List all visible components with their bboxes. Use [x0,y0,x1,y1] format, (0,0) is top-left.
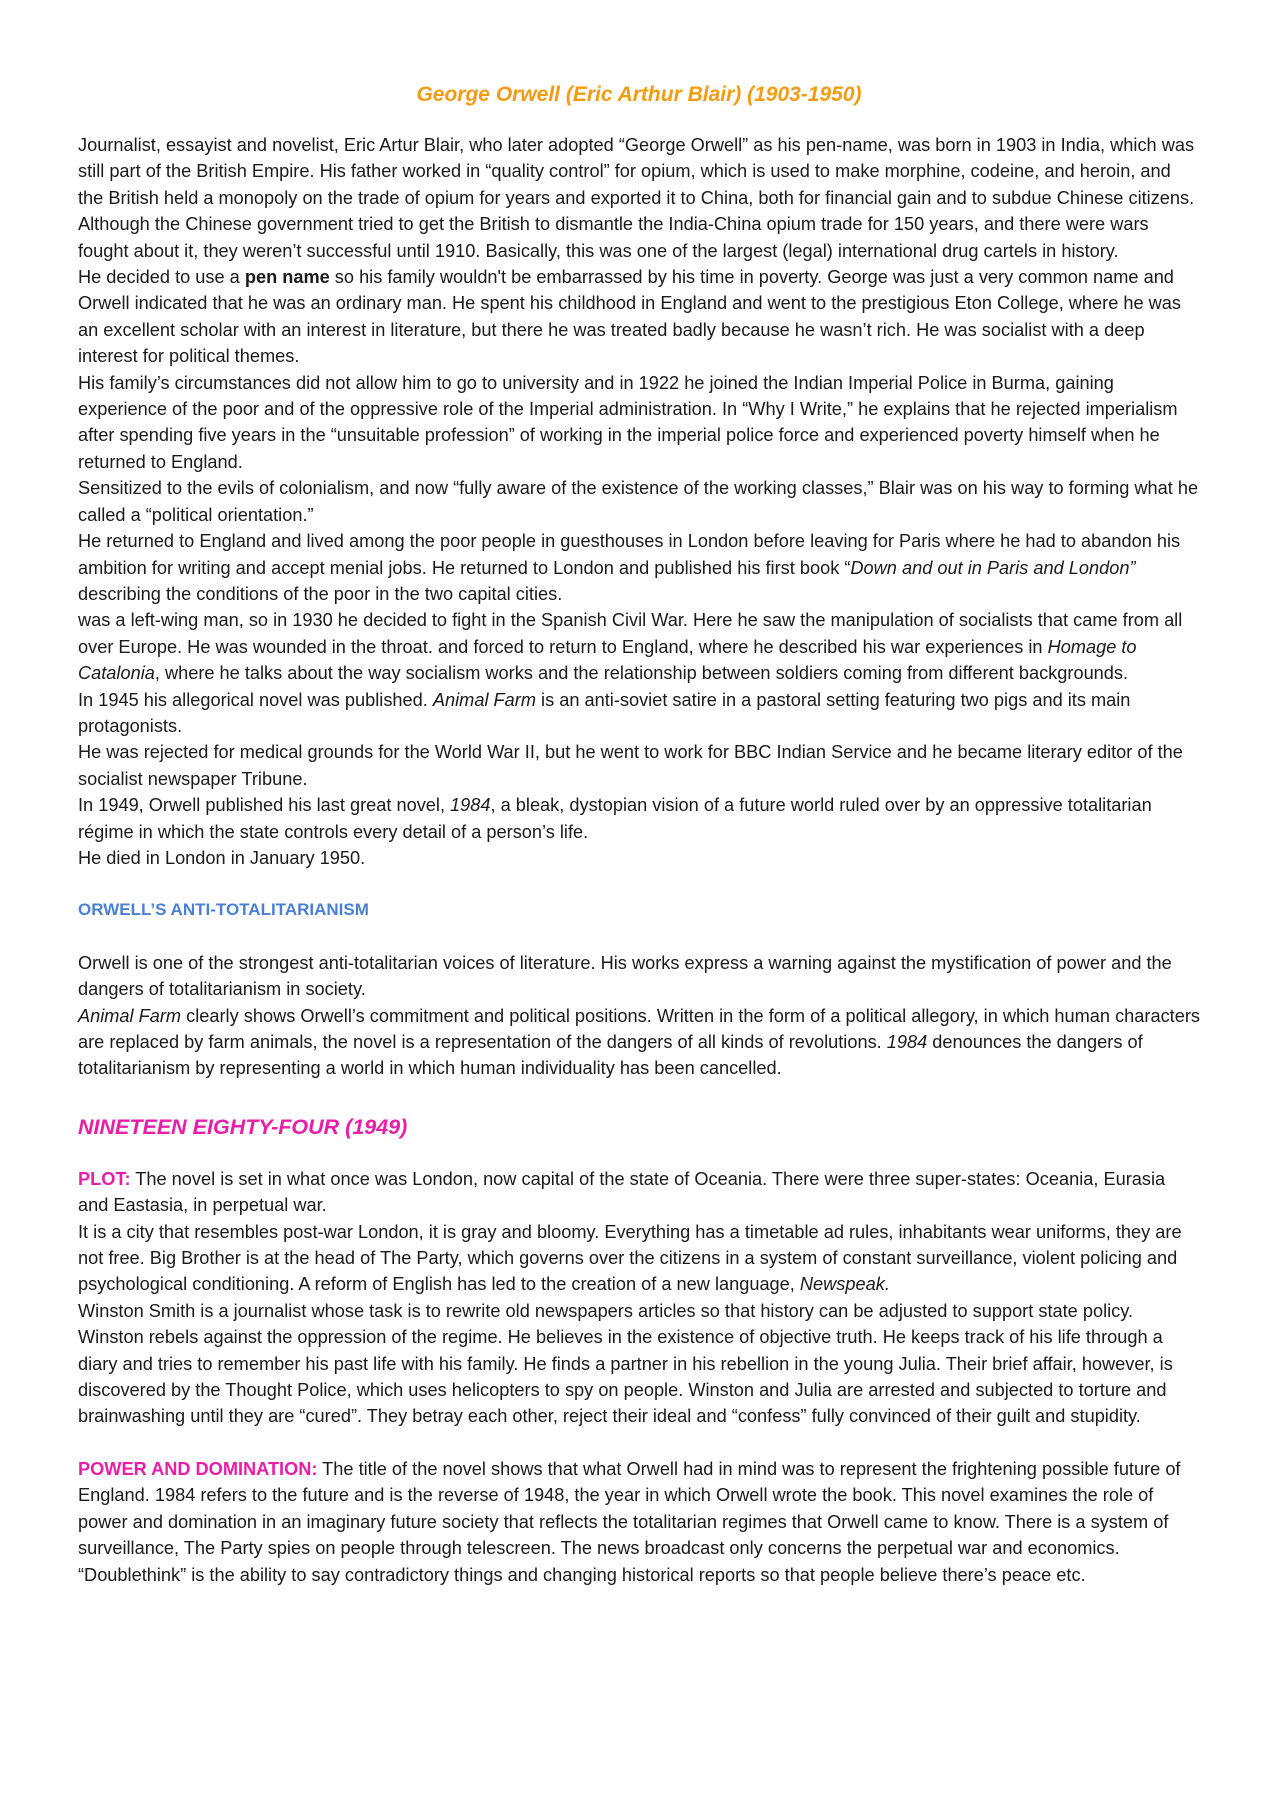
book-title: 1984 [886,1032,928,1052]
novel-section [78,1112,1200,1588]
biography-section [78,132,1200,871]
newspeak-term: Newspeak. [799,1274,890,1295]
plot-paragraph: Winston Smith is a journalist whose task is to rewrite old newspapers articles so that history can be adjusted to support state policy. Winston rebels against the oppression of the regime. He believes in the existence of objective truth. He keeps track of his life through a diary and tries to remember his past life with his family. He finds a partner in his rebellion in the young Julia. Their brief affair, however, is discovered by the Thought Police, which uses helicopters to spy on people. Winston and Julia are arrested and subjected to torture and brainwashing until they are “cured”. They betray each other, reject their ideal and “confess” fully convinced of their guilt and stupidity. [78,1300,1173,1427]
book-title: Down and out in Paris and London” [850,557,1136,578]
power-paragraph: POWER AND DOMINATION: The title of the novel shows that what Orwell had in mind was to represent the frightening possible future of England. 1984 refers to the future and is the reverse of 1948, the year in which Orwell wrote the book. This novel examines the role of power and domination in an imaginary future society that reflects the totalitarian regimes that Orwell came to know. There is a system of surveillance, The Party spies on people through telescreen. The news broadcast only concerns the perpetual war and economics. “Doublethink” is the ability to say contradictory things and changing historical reports so that people believe there’s peace etc. [78,1458,1181,1585]
book-title: Animal Farm [432,689,536,710]
bio-paragraph: He decided to use a pen name so his family wouldn't be embarrassed by his time in poverty. George was just a very common name and Orwell indicated that he was an ordinary man. He spent his childhood in England and went to the prestigious Eton College, where he was an excellent scholar with an interest in literature, but there he was treated badly because he wasn’t rich. He was socialist with a deep interest for political themes. [78,267,1182,367]
bio-paragraph: Journalist, essayist and novelist, Eric Artur Blair, who later adopted “George Orwell” as his pen-name, was born in 1903 in India, which was still part of the British Empire. His father worked in “quality control” for opium, which is used to make morphine, codeine, and heroin, and the British held a monopoly on the trade of opium for years and exported it to China, both for financial gain and to subdue Chinese citizens. [78,135,1195,208]
novel-heading: NINETEEN EIGHTY-FOUR (1949) [78,1114,408,1139]
section-heading: ORWELL’S ANTI-TOTALITARIANISM [78,900,369,920]
power-label: POWER AND DOMINATION: [78,1458,318,1479]
bio-paragraph: He died in London in January 1950. [78,847,366,868]
plot-label: PLOT: [78,1168,131,1189]
book-title: Homage to Catalonia [78,636,1137,684]
bio-paragraph: In 1949, Orwell published his last great novel, 1984, a bleak, dystopian vision of a future world ruled over by an oppressive totalitarian régime in which the state controls every detail of a person’s life. [78,795,1152,842]
bio-paragraph: In 1945 his allegorical novel was published. Animal Farm is an anti-soviet satire in a pastoral setting featuring two pigs and its main protagonists. [78,689,1131,736]
bio-paragraph: was a left-wing man, so in 1930 he decided to fight in the Spanish Civil War. Here he saw the manipulation of socialists that came from all over Europe. He was wounded in the throat. and forced to return to England, where he described his war experiences in Homage to Catalonia, where he talks about the way socialism works and the relationship between soldiers coming from different backgrounds. [78,610,1183,684]
page-title: George Orwell (Eric Arthur Blair) (1903-1950) [416,83,862,106]
anti-totalitarianism-section [78,897,1200,1081]
book-title: Animal Farm [78,1005,182,1026]
book-title: 1984 [450,795,491,816]
plot-paragraph: PLOT: The novel is set in what once was London, now capital of the state of Oceania. There were three super-states: Oceania, Eurasia and Eastasia, in perpetual war. [78,1168,1166,1216]
anti-paragraph: Animal Farm clearly shows Orwell’s commitment and political positions. Written in the form of a political allegory, in which human characters are replaced by farm animals, the novel is a representation of the dangers of all kinds of revolutions. 1984 denounces the dangers of totalitarianism by representing a world in which human individuality has been cancelled. [78,1005,1200,1079]
bio-paragraph: He returned to England and lived among the poor people in guesthouses in London before leaving for Paris where he had to abandon his ambition for writing and accept menial jobs. He returned to London and published his first book “Down and out in Paris and London” describing the conditions of the poor in the two capital cities. [78,531,1181,604]
bio-paragraph: He was rejected for medical grounds for the World War II, but he went to work for BBC Indian Service and he became literary editor of the socialist newspaper Tribune. [78,742,1183,789]
bio-paragraph: Sensitized to the evils of colonialism, and now “fully aware of the existence of the working classes,” Blair was on his way to forming what he called a “political orientation.” [78,478,1199,525]
plot-paragraph: It is a city that resembles post-war London, it is gray and bloomy. Everything has a timetable ad rules, inhabitants wear uniforms, they are not free. Big Brother is at the head of The Party, which governs over the citizens in a system of constant surveillance, violent policing and psychological conditioning. A reform of English has led to the creation of a new language, Newspeak. [78,1221,1182,1295]
bio-paragraph: Although the Chinese government tried to get the British to dismantle the India-China opium trade for 150 years, and there were wars fought about it, they weren’t successful until 1910. Basically, this was one of the largest (legal) international drug cartels in history. [78,214,1149,261]
spacer [78,1430,1200,1456]
pen-name-bold: pen name [244,267,330,288]
bio-paragraph: His family’s circumstances did not allow him to go to university and in 1922 he joined the Indian Imperial Police in Burma, gaining experience of the poor and of the oppressive role of the Imperial administration. In “Why I Write,” he explains that he rejected imperialism after spending five years in the “unsuitable profession” of working in the imperial police force and experienced poverty himself when he returned to England. [78,372,1178,472]
anti-paragraph: Orwell is one of the strongest anti-totalitarian voices of literature. His works express a warning against the mystification of power and the dangers of totalitarianism in society. [78,952,1172,1000]
